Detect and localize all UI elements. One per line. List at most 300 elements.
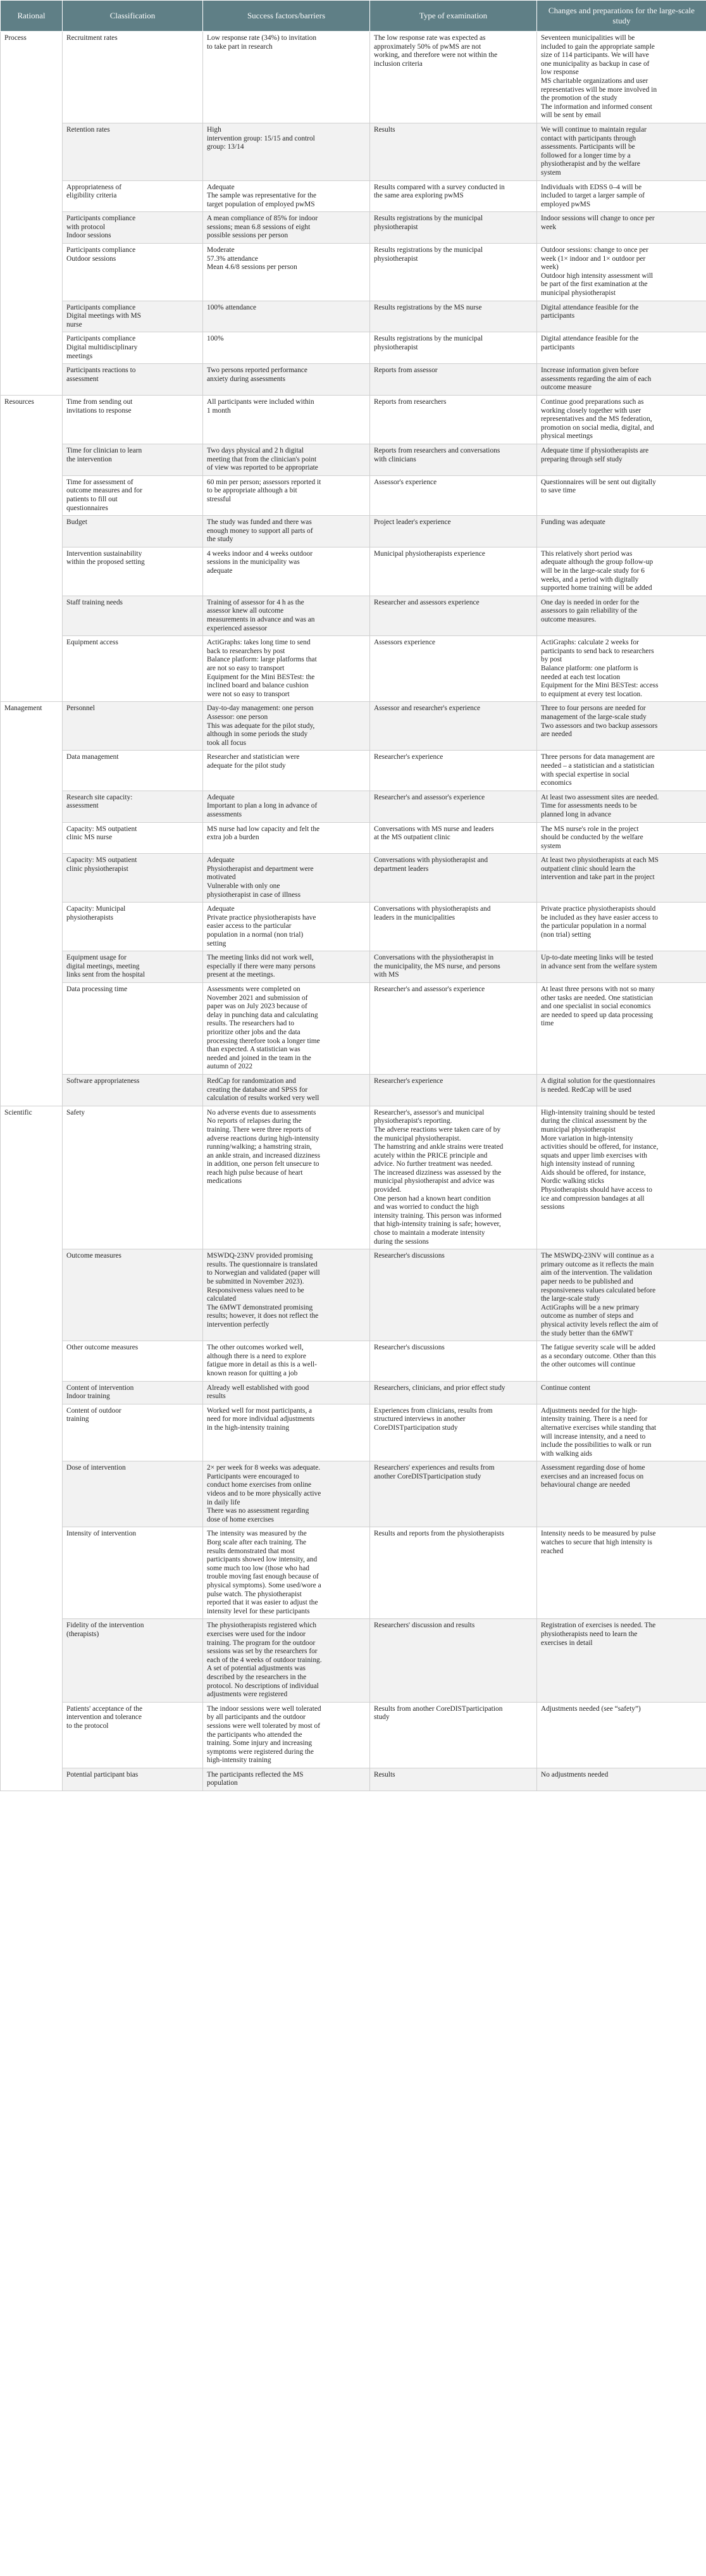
table-row <box>1 1619 706 1702</box>
cell-line: sessions was set by the researchers for <box>207 1648 318 1656</box>
cell-line: (non trial) setting <box>541 931 591 939</box>
classification-cell <box>63 32 203 123</box>
cell-line: sessions were well tolerated by most of <box>207 1722 321 1730</box>
changes-cell <box>537 636 706 702</box>
cell-line: Researcher's experience <box>374 753 443 761</box>
cell-line: Assessors experience <box>374 639 436 647</box>
cell-line: Outdoor high intensity assessment will <box>541 272 653 280</box>
cell-line: took all focus <box>207 739 247 747</box>
cell-line: the participants who attended the <box>207 1730 302 1739</box>
cell-line: CoreDISTparticipation study <box>374 1423 458 1432</box>
cell-line: Participants were encouraged to <box>207 1472 299 1480</box>
cell-line: included to gain the appropriate sample <box>541 42 655 51</box>
cell-line: physiotherapists need to learn the <box>541 1630 638 1638</box>
cell-line: physiotherapist <box>374 344 418 351</box>
changes-cell <box>537 444 706 475</box>
examination-type-cell <box>370 1404 537 1461</box>
changes-cell <box>537 180 706 212</box>
changes-cell <box>537 475 706 515</box>
examination-type-cell <box>370 1341 537 1381</box>
changes-cell <box>537 364 706 396</box>
changes-cell <box>537 301 706 332</box>
cell-line: anxiety during assessments <box>207 375 286 383</box>
cell-line: system <box>541 842 561 850</box>
cell-line: prioritize other jobs and the data <box>207 1028 300 1036</box>
cell-line: Adequate <box>207 856 235 865</box>
cell-line: high intensity instead of running <box>541 1160 635 1168</box>
cell-line: sessions in the municipality was <box>207 558 300 566</box>
classification-cell <box>63 1381 203 1404</box>
cell-line: Vulnerable with only one <box>207 882 280 891</box>
cell-line: physiotherapist in case of illness <box>207 891 301 899</box>
cell-line: in advance sent from the welfare system <box>541 962 657 970</box>
classification-cell <box>63 547 203 596</box>
cell-line: provided. <box>374 1186 402 1194</box>
cell-line: pulse watch. The physiotherapist <box>207 1590 302 1598</box>
success-factors-cell <box>203 1074 370 1106</box>
classification-cell <box>63 212 203 244</box>
cell-line: activities should be offered, for instance, <box>541 1143 659 1151</box>
cell-line: delay in punching data and calculating <box>207 1011 318 1019</box>
table-row <box>1 1381 706 1404</box>
cell-line: department leaders <box>374 865 429 873</box>
examination-type-cell <box>370 636 537 702</box>
cell-line: Researchers' discussion and results <box>374 1622 475 1630</box>
table-row <box>1 1249 706 1341</box>
cell-line: be included as they have easier access to <box>541 913 659 922</box>
classification-cell <box>63 1768 203 1791</box>
success-factors-cell <box>203 301 370 332</box>
cell-line: Day-to-day management: one person <box>207 704 314 713</box>
success-factors-cell <box>203 983 370 1075</box>
changes-cell <box>537 1527 706 1619</box>
cell-line: ActiGraphs: takes long time to send <box>207 639 311 647</box>
cell-line: No adverse events due to assessments <box>207 1108 316 1116</box>
cell-line: Adequate <box>207 183 235 191</box>
changes-cell <box>537 332 706 364</box>
cell-line: to Norwegian and validated (paper will <box>207 1269 320 1277</box>
cell-line: easier access to the particular <box>207 922 292 930</box>
cell-line: Time for clinician to learn <box>66 446 142 454</box>
cell-line: and was worried to conduct the high <box>374 1203 479 1211</box>
classification-cell <box>63 822 203 854</box>
cell-line: Reports from researchers and conversations <box>374 446 500 454</box>
cell-line: Capacity: Municipal <box>66 905 126 913</box>
table-row <box>1 751 706 791</box>
section-label-process: Process <box>1 32 63 396</box>
cell-line: intervention and tolerance <box>66 1713 142 1722</box>
cell-line: Outdoor sessions: change to once per <box>541 246 648 254</box>
cell-line: other tasks are needed. One statistician <box>541 994 653 1002</box>
cell-line: The MS nurse's role in the project <box>541 825 639 833</box>
cell-line: Participants reactions to <box>66 366 136 375</box>
cell-line: leaders in the municipalities <box>374 913 455 922</box>
cell-line: The meeting links did not work well, <box>207 954 314 962</box>
classification-cell <box>63 301 203 332</box>
cell-line: results. The researchers had to <box>207 1020 295 1028</box>
cell-line: training. The program for the outdoor <box>207 1639 316 1647</box>
table-row <box>1 244 706 301</box>
cell-line: municipal physiotherapist and advice was <box>374 1177 495 1185</box>
cell-line: paper needs to be published and <box>541 1278 633 1285</box>
cell-line: Results <box>374 1770 395 1779</box>
examination-type-cell <box>370 212 537 244</box>
cell-line: physiotherapist and by the welfare <box>541 160 640 168</box>
cell-line: MSWDQ-23NV provided promising <box>207 1252 313 1260</box>
cell-line: representatives will be more involved in <box>541 85 657 94</box>
cell-line: No reports of relapses during the <box>207 1117 302 1125</box>
cell-line: watches to secure that high intensity is <box>541 1539 652 1547</box>
success-factors-cell <box>203 180 370 212</box>
examination-type-cell <box>370 751 537 791</box>
cell-line: Important to plan a long in advance of <box>207 802 318 810</box>
cell-line: results. The questionnaire is translated <box>207 1260 318 1268</box>
cell-line: alternative exercises while standing that <box>541 1423 657 1432</box>
cell-line: Staff training needs <box>66 598 123 606</box>
cell-line: Budget <box>66 518 87 527</box>
cell-line: Indoor training <box>66 1392 110 1401</box>
changes-cell <box>537 951 706 983</box>
success-factors-cell <box>203 1768 370 1791</box>
cell-line: motivated <box>207 873 236 882</box>
cell-line: There was no assessment regarding <box>207 1507 309 1515</box>
examination-type-cell <box>370 1461 537 1527</box>
table-row <box>1 1106 706 1249</box>
cell-line: followed for a longer time by a <box>541 151 631 159</box>
cell-line: meeting that from the clinician's point <box>207 455 317 463</box>
table-row <box>1 180 706 212</box>
cell-line: Research site capacity: <box>66 793 133 801</box>
cell-line: The other outcomes worked well, <box>207 1344 304 1352</box>
cell-line: adequate for the pilot study <box>207 761 286 770</box>
examination-type-cell <box>370 547 537 596</box>
cell-line: The participants reflected the MS <box>207 1770 304 1779</box>
cell-line: Adjustments needed (see “safety”) <box>541 1704 641 1713</box>
cell-line: will be in the large-scale study for 6 <box>541 567 645 575</box>
cell-line: be part of the first examination at the <box>541 280 648 289</box>
cell-line: Registration of exercises is needed. The <box>541 1622 656 1630</box>
cell-line: planned long in advance <box>541 810 612 818</box>
table-row <box>1 903 706 951</box>
success-factors-cell <box>203 1381 370 1404</box>
cell-line: weeks, and a period with digitally <box>541 575 639 584</box>
cell-line: paper was on July 2023 because of <box>207 1003 307 1011</box>
cell-line: of view was reported to be appropriate <box>207 464 318 472</box>
cell-line: needed and joined in the team in the <box>207 1054 311 1062</box>
cell-line: intervention and take part in the project <box>541 873 655 882</box>
cell-line: intensity level for these participants <box>207 1607 310 1615</box>
cell-line: Nordic walking sticks <box>541 1177 604 1185</box>
cell-line: will increase intensity, and a need to <box>541 1432 646 1441</box>
cell-line: preparing through self study <box>541 455 622 463</box>
cell-line: Safety <box>66 1108 85 1116</box>
cell-line: include the possibilities to walk or run <box>541 1441 652 1449</box>
cell-line: in the high-intensity training <box>207 1423 290 1432</box>
examination-type-cell <box>370 1768 537 1791</box>
cell-line: Two days physical and 2 h digital <box>207 446 304 454</box>
cell-line: Moderate <box>207 246 235 254</box>
success-factors-cell <box>203 822 370 854</box>
cell-line: At least two physiotherapists at each MS <box>541 856 659 865</box>
cell-line: Equipment for the Mini BESTest: the <box>207 673 315 681</box>
success-factors-cell <box>203 636 370 702</box>
cell-line: Conversations with the physiotherapist in <box>374 954 494 962</box>
success-factors-cell <box>203 951 370 983</box>
cell-line: back to researchers by post <box>207 647 285 655</box>
changes-cell <box>537 516 706 547</box>
cell-line: Equipment usage for <box>66 954 127 962</box>
cell-line: the promotion of the study <box>541 94 617 103</box>
cell-line: clinic physiotherapist <box>66 865 128 873</box>
cell-line: MS charitable organizations and user <box>541 77 648 85</box>
cell-line: and one specialist in social economics <box>541 1003 651 1011</box>
cell-line: clinic MS nurse <box>66 834 113 842</box>
cell-line: Three to four persons are needed for <box>541 704 646 713</box>
success-factors-cell <box>203 32 370 123</box>
success-factors-cell <box>203 332 370 364</box>
cell-line: 2× per week for 8 weeks was adequate. <box>207 1464 321 1472</box>
cell-line: Low response rate (34%) to invitation <box>207 34 317 42</box>
classification-cell <box>63 395 203 444</box>
cell-line: Assessor and researcher's experience <box>374 704 481 713</box>
cell-line: Outdoor sessions <box>66 254 116 263</box>
cell-line: participants <box>541 312 575 320</box>
success-factors-cell <box>203 516 370 547</box>
cell-line: Participants compliance <box>66 303 136 311</box>
examination-type-cell <box>370 854 537 903</box>
examination-type-cell <box>370 475 537 515</box>
cell-line: A mean compliance of 85% for indoor <box>207 215 318 223</box>
cell-line: Time for assessment of <box>66 478 133 486</box>
cell-line: adequate although the group follow-up <box>541 558 653 566</box>
cell-line: 100% attendance <box>207 303 257 311</box>
cell-line: RedCap for randomization and <box>207 1077 296 1085</box>
cell-line: Conversations with physiotherapist and <box>374 856 488 865</box>
cell-line: calculated <box>207 1295 237 1303</box>
cell-line: participants to send back to researchers <box>541 647 654 655</box>
success-factors-cell <box>203 1702 370 1768</box>
cell-line: intensity training. This person was informed <box>374 1211 502 1220</box>
classification-cell <box>63 1702 203 1768</box>
success-factors-cell <box>203 244 370 301</box>
examination-type-cell <box>370 444 537 475</box>
table-row <box>1 475 706 515</box>
cell-line: to the protocol <box>66 1722 109 1730</box>
success-factors-cell <box>203 1461 370 1527</box>
cell-line: Continue content <box>541 1384 591 1392</box>
cell-line: invitations to response <box>66 406 132 415</box>
examination-type-cell <box>370 822 537 854</box>
cell-line: Conversations with physiotherapists and <box>374 905 491 913</box>
cell-line: some much too low (those who had <box>207 1564 309 1572</box>
classification-cell <box>63 636 203 702</box>
cell-line: primary outcome as it reflects the main <box>541 1260 654 1268</box>
cell-line: during the sessions <box>374 1237 429 1246</box>
success-factors-cell <box>203 1619 370 1702</box>
classification-cell <box>63 123 203 180</box>
cell-line: assessments <box>207 810 242 818</box>
cell-line: working, and therefore were not within the <box>374 51 498 59</box>
cell-line: intensity training. There is a need for <box>541 1415 648 1423</box>
examination-type-cell <box>370 1702 537 1768</box>
examination-type-cell <box>370 596 537 635</box>
cell-line: Continue good preparations such as <box>541 397 644 406</box>
cell-line: with MS <box>374 971 399 979</box>
cell-line: municipal physiotherapist <box>541 1125 616 1134</box>
cell-line: (therapists) <box>66 1630 99 1638</box>
cell-line: Responsiveness values need to be <box>207 1286 304 1294</box>
cell-line: Worked well for most participants, a <box>207 1406 313 1415</box>
cell-line: Borg scale after each training. The <box>207 1539 307 1547</box>
cell-line: municipal physiotherapist <box>541 289 616 297</box>
cell-line: to take part in research <box>207 42 273 51</box>
cell-line: by post <box>541 656 562 664</box>
cell-line: the study <box>207 535 233 544</box>
cell-line: Funding was adequate <box>541 518 605 527</box>
cell-line: an ankle strain, and increased dizziness <box>207 1151 321 1160</box>
cell-line: links sent from the hospital <box>66 971 146 979</box>
cell-line: Capacity: MS outpatient <box>66 825 137 833</box>
cell-line: High-intensity training should be tested <box>541 1108 655 1116</box>
classification-cell <box>63 751 203 791</box>
table-row <box>1 1341 706 1381</box>
cell-line: intervention perfectly <box>207 1320 269 1329</box>
cell-line: Adjustments needed for the high- <box>541 1406 638 1415</box>
classification-cell <box>63 180 203 212</box>
cell-line: with protocol <box>66 223 106 231</box>
table-row <box>1 1702 706 1768</box>
cell-line: results demonstrated that most <box>207 1547 295 1555</box>
cell-line: with clinicians <box>374 455 416 463</box>
cell-line: Increase information given before <box>541 366 639 375</box>
section-label-management: Management <box>1 702 63 1106</box>
classification-cell <box>63 1106 203 1249</box>
classification-cell <box>63 791 203 822</box>
cell-line: The sample was representative for the <box>207 192 317 200</box>
success-factors-cell <box>203 702 370 751</box>
cell-line: Conversations with MS nurse and leaders <box>374 825 494 833</box>
success-factors-cell <box>203 903 370 951</box>
cell-line: medications <box>207 1177 242 1185</box>
table-row <box>1 332 706 364</box>
header-classification: Classification <box>63 1 203 32</box>
cell-line: inclined board and balance cushion <box>207 682 309 690</box>
examination-type-cell <box>370 983 537 1075</box>
changes-cell <box>537 1404 706 1461</box>
cell-line: employed pwMS <box>541 200 591 208</box>
classification-cell <box>63 983 203 1075</box>
success-factors-cell <box>203 596 370 635</box>
classification-cell <box>63 516 203 547</box>
cell-line: Three persons for data management are <box>541 753 655 761</box>
cell-line: physical activity levels reflect the aim of <box>541 1320 659 1329</box>
examination-type-cell <box>370 244 537 301</box>
cell-line: Balance platform: large platforms that <box>207 656 317 664</box>
cell-line: exercises were used for the indoor <box>207 1630 306 1638</box>
table-row <box>1 951 706 983</box>
cell-line: Participants compliance <box>66 335 136 343</box>
examination-type-cell <box>370 180 537 212</box>
cell-line: during the clinical assessment by the <box>541 1117 647 1125</box>
success-factors-cell <box>203 444 370 475</box>
cell-line: Private practice physiotherapists should <box>541 905 656 913</box>
table-row <box>1 1527 706 1619</box>
cell-line: ice and compression bandages at all <box>541 1194 645 1203</box>
changes-cell <box>537 1619 706 1702</box>
cell-line: measurements in advance and was an <box>207 616 315 624</box>
cell-line: outcome as number of steps and <box>541 1312 634 1320</box>
classification-cell <box>63 1341 203 1381</box>
examination-type-cell <box>370 395 537 444</box>
cell-line: to equipment at every test location. <box>541 690 643 698</box>
cell-line: Assessor's experience <box>374 478 437 486</box>
cell-line: Retention rates <box>66 125 110 134</box>
table-row <box>1 547 706 596</box>
cell-line: eligibility criteria <box>66 192 117 200</box>
cell-line: behavioural change are needed <box>541 1481 630 1489</box>
cell-line: were not so easy to transport <box>207 690 290 698</box>
cell-line: week (1× indoor and 1× outdoor per <box>541 254 646 263</box>
success-factors-cell <box>203 1106 370 1249</box>
success-factors-cell <box>203 751 370 791</box>
cell-line: nurse <box>66 320 82 328</box>
classification-cell <box>63 854 203 903</box>
cell-line: Capacity: MS outpatient <box>66 856 137 865</box>
cell-line: Researcher's experience <box>374 1077 443 1085</box>
cell-line: dose of home exercises <box>207 1515 274 1523</box>
changes-cell <box>537 702 706 751</box>
cell-line: assessor knew all outcome <box>207 607 284 615</box>
cell-line: One person had a known heart condition <box>374 1194 491 1203</box>
cell-line: high-intensity training <box>207 1756 271 1765</box>
cell-line: should be conducted by the welfare <box>541 834 643 842</box>
cell-line: Researchers, clinicians, and prior effect study <box>374 1384 505 1392</box>
changes-cell <box>537 854 706 903</box>
cell-line: questionnaires <box>66 504 108 512</box>
cell-line: Other outcome measures <box>66 1344 139 1352</box>
changes-cell <box>537 212 706 244</box>
cell-line: trouble moving fast enough because of <box>207 1573 319 1581</box>
table-row <box>1 212 706 244</box>
cell-line: sessions <box>541 1203 565 1211</box>
cell-line: Time for assessments needs to be <box>541 802 637 810</box>
cell-line: MS nurse had low capacity and felt the <box>207 825 320 833</box>
cell-line: adequate <box>207 567 233 575</box>
cell-line: Content of outdoor <box>66 1406 121 1415</box>
cell-line: Researcher's and assessor's experience <box>374 793 485 801</box>
success-factors-cell <box>203 212 370 244</box>
cell-line: Two persons reported performance <box>207 366 307 375</box>
cell-line: Results registrations by the municipal <box>374 335 483 343</box>
cell-line: inclusion criteria <box>374 59 423 68</box>
cell-line: Results registrations by the municipal <box>374 246 483 254</box>
table-row <box>1 791 706 822</box>
cell-line: Indoor sessions <box>66 232 111 240</box>
cell-line: Project leader's experience <box>374 518 451 527</box>
examination-type-cell <box>370 1381 537 1404</box>
cell-line: Aids should be offered, for instance, <box>541 1168 646 1177</box>
cell-line: Balance platform: one platform is <box>541 665 638 672</box>
cell-line: Adequate time if physiotherapists are <box>541 446 649 454</box>
header-rational: Rational <box>1 1 63 32</box>
changes-cell <box>537 1768 706 1791</box>
cell-line: within the proposed setting <box>66 558 145 566</box>
classification-cell <box>63 1461 203 1527</box>
cell-line: assessment <box>66 375 99 383</box>
cell-line: calculation of results worked very well <box>207 1094 319 1103</box>
table-row <box>1 1404 706 1461</box>
cell-line: Assessor: one person <box>207 713 268 721</box>
